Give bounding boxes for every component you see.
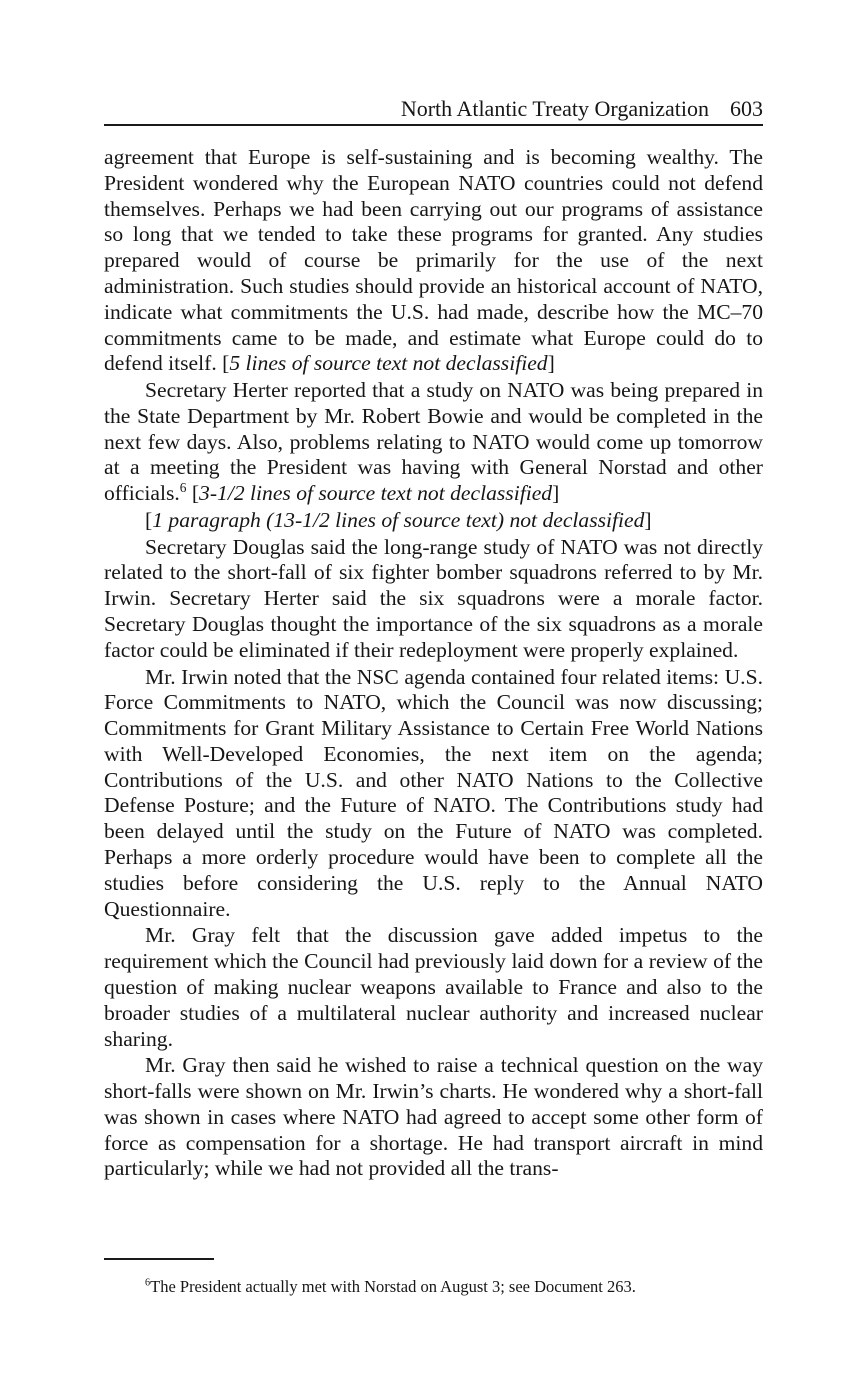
declassification-note: 3-1/2 lines of source text not declassified xyxy=(199,481,553,506)
footnote-reference[interactable]: 6 xyxy=(179,480,187,496)
paragraph-6-text: Mr. Gray felt that the discussion gave added impetus to the requirement which the Council had previously laid down for a review of the question of making nuclear weapons available to France and also to the broader studies of a multilateral nuclear authority and increased nuclear sharing. xyxy=(104,923,763,1051)
footnote-number: 6 xyxy=(145,1277,151,1289)
paragraph-7 xyxy=(104,1053,763,1182)
paragraph-5 xyxy=(104,665,763,923)
paragraph-3: [1 paragraph (13-1/2 lines of source text) not declassified] xyxy=(145,507,652,532)
page-number: 603 xyxy=(730,96,763,121)
running-header xyxy=(104,92,763,126)
paragraph-4 xyxy=(104,535,763,664)
paragraph-2: Secretary Herter reported that a study on NATO was being prepared in the State Department by Mr. Robert Bowie and would be completed in the next few days. Also, problems relating to NATO would come up tomorrow at a meeting the President was having with General Norstad and other officials.$^6$ [3-1/2 lines of source text not declassified] xyxy=(104,378,763,506)
paragraph-6 xyxy=(104,923,763,1052)
footnote-text: The President actually met with Norstad on August 3; see Document 263. xyxy=(150,1277,636,1296)
declassification-note: 5 lines of source text not declassified xyxy=(229,351,548,376)
paragraph-2-text: Secretary Herter reported that a study on NATO was being prepared in the State Department by Mr. Robert Bowie and would be completed in the next few days. Also, problems relating to NATO would come up tomorrow at a meeting the President was having with General Norstad and other officials. xyxy=(104,378,763,506)
document-page xyxy=(104,92,763,1296)
paragraph-1: agreement that Europe is self-sustaining and is becoming wealthy. The President wondered why the European NATO countries could not defend themselves. Perhaps we had been carrying out our programs of assistance so long that we tended to take these programs for granted. Any studies prepared would of course be primarily for the use of the next administration. Such studies should provide an historical account of NATO, indicate what commitments the U.S. had made, describe how the MC–70 commitments came to be made, and estimate what Europe could do to defend itself. [5 lines of source text not declassified] xyxy=(104,145,763,376)
body-text xyxy=(104,145,763,1182)
paragraph-7-text: Mr. Gray then said he wished to raise a technical question on the way short-falls were shown on Mr. Irwin’s charts. He wondered why a short-fall was shown in cases where NATO had agreed to accept some other form of force as compensation for a shortage. He had transport aircraft in mind particularly; while we had not provided all the trans- xyxy=(104,1053,763,1181)
footnote xyxy=(145,1277,636,1297)
footnote-divider xyxy=(104,1258,214,1260)
paragraph-5-text: Mr. Irwin noted that the NSC agenda contained four related items: U.S. Force Commitments to NATO, which the Council was now discussing; Commitments for Grant Military Assistance to Certain Free World Nations with Well-Developed Economies, the next item on the agenda; Contributions of the U.S. and other NATO Nations to the Collective Defense Posture; and the Future of NATO. The Contributions study had been delayed until the study on the Future of NATO was completed. Perhaps a more orderly procedure would have been to complete all the studies before considering the U.S. reply to the Annual NATO Questionnaire. xyxy=(104,664,763,921)
paragraph-1-text: agreement that Europe is self-sustaining and is becoming wealthy. The President wondered why the European NATO countries could not defend themselves. Perhaps we had been carrying out our programs of assistance so long that we tended to take these programs for granted. Any studies prepared would of course be primarily for the use of the next administration. Such studies should provide an historical account of NATO, indicate what commitments the U.S. had made, describe how the MC–70 commitments came to be made, and estimate what Europe could do to defend itself. xyxy=(104,145,763,376)
declassification-note: 1 paragraph (13-1/2 lines of source text) not declassified xyxy=(152,507,645,532)
running-title: North Atlantic Treaty Organization xyxy=(400,96,709,121)
paragraph-4-text: Secretary Douglas said the long-range study of NATO was not directly related to the short-fall of six fighter bomber squadrons referred to by Mr. Irwin. Secretary Herter said the six squadrons were a morale factor. Secretary Douglas thought the importance of the six squadrons as a morale factor could be eliminated if their redeployment were properly explained. xyxy=(104,534,763,662)
